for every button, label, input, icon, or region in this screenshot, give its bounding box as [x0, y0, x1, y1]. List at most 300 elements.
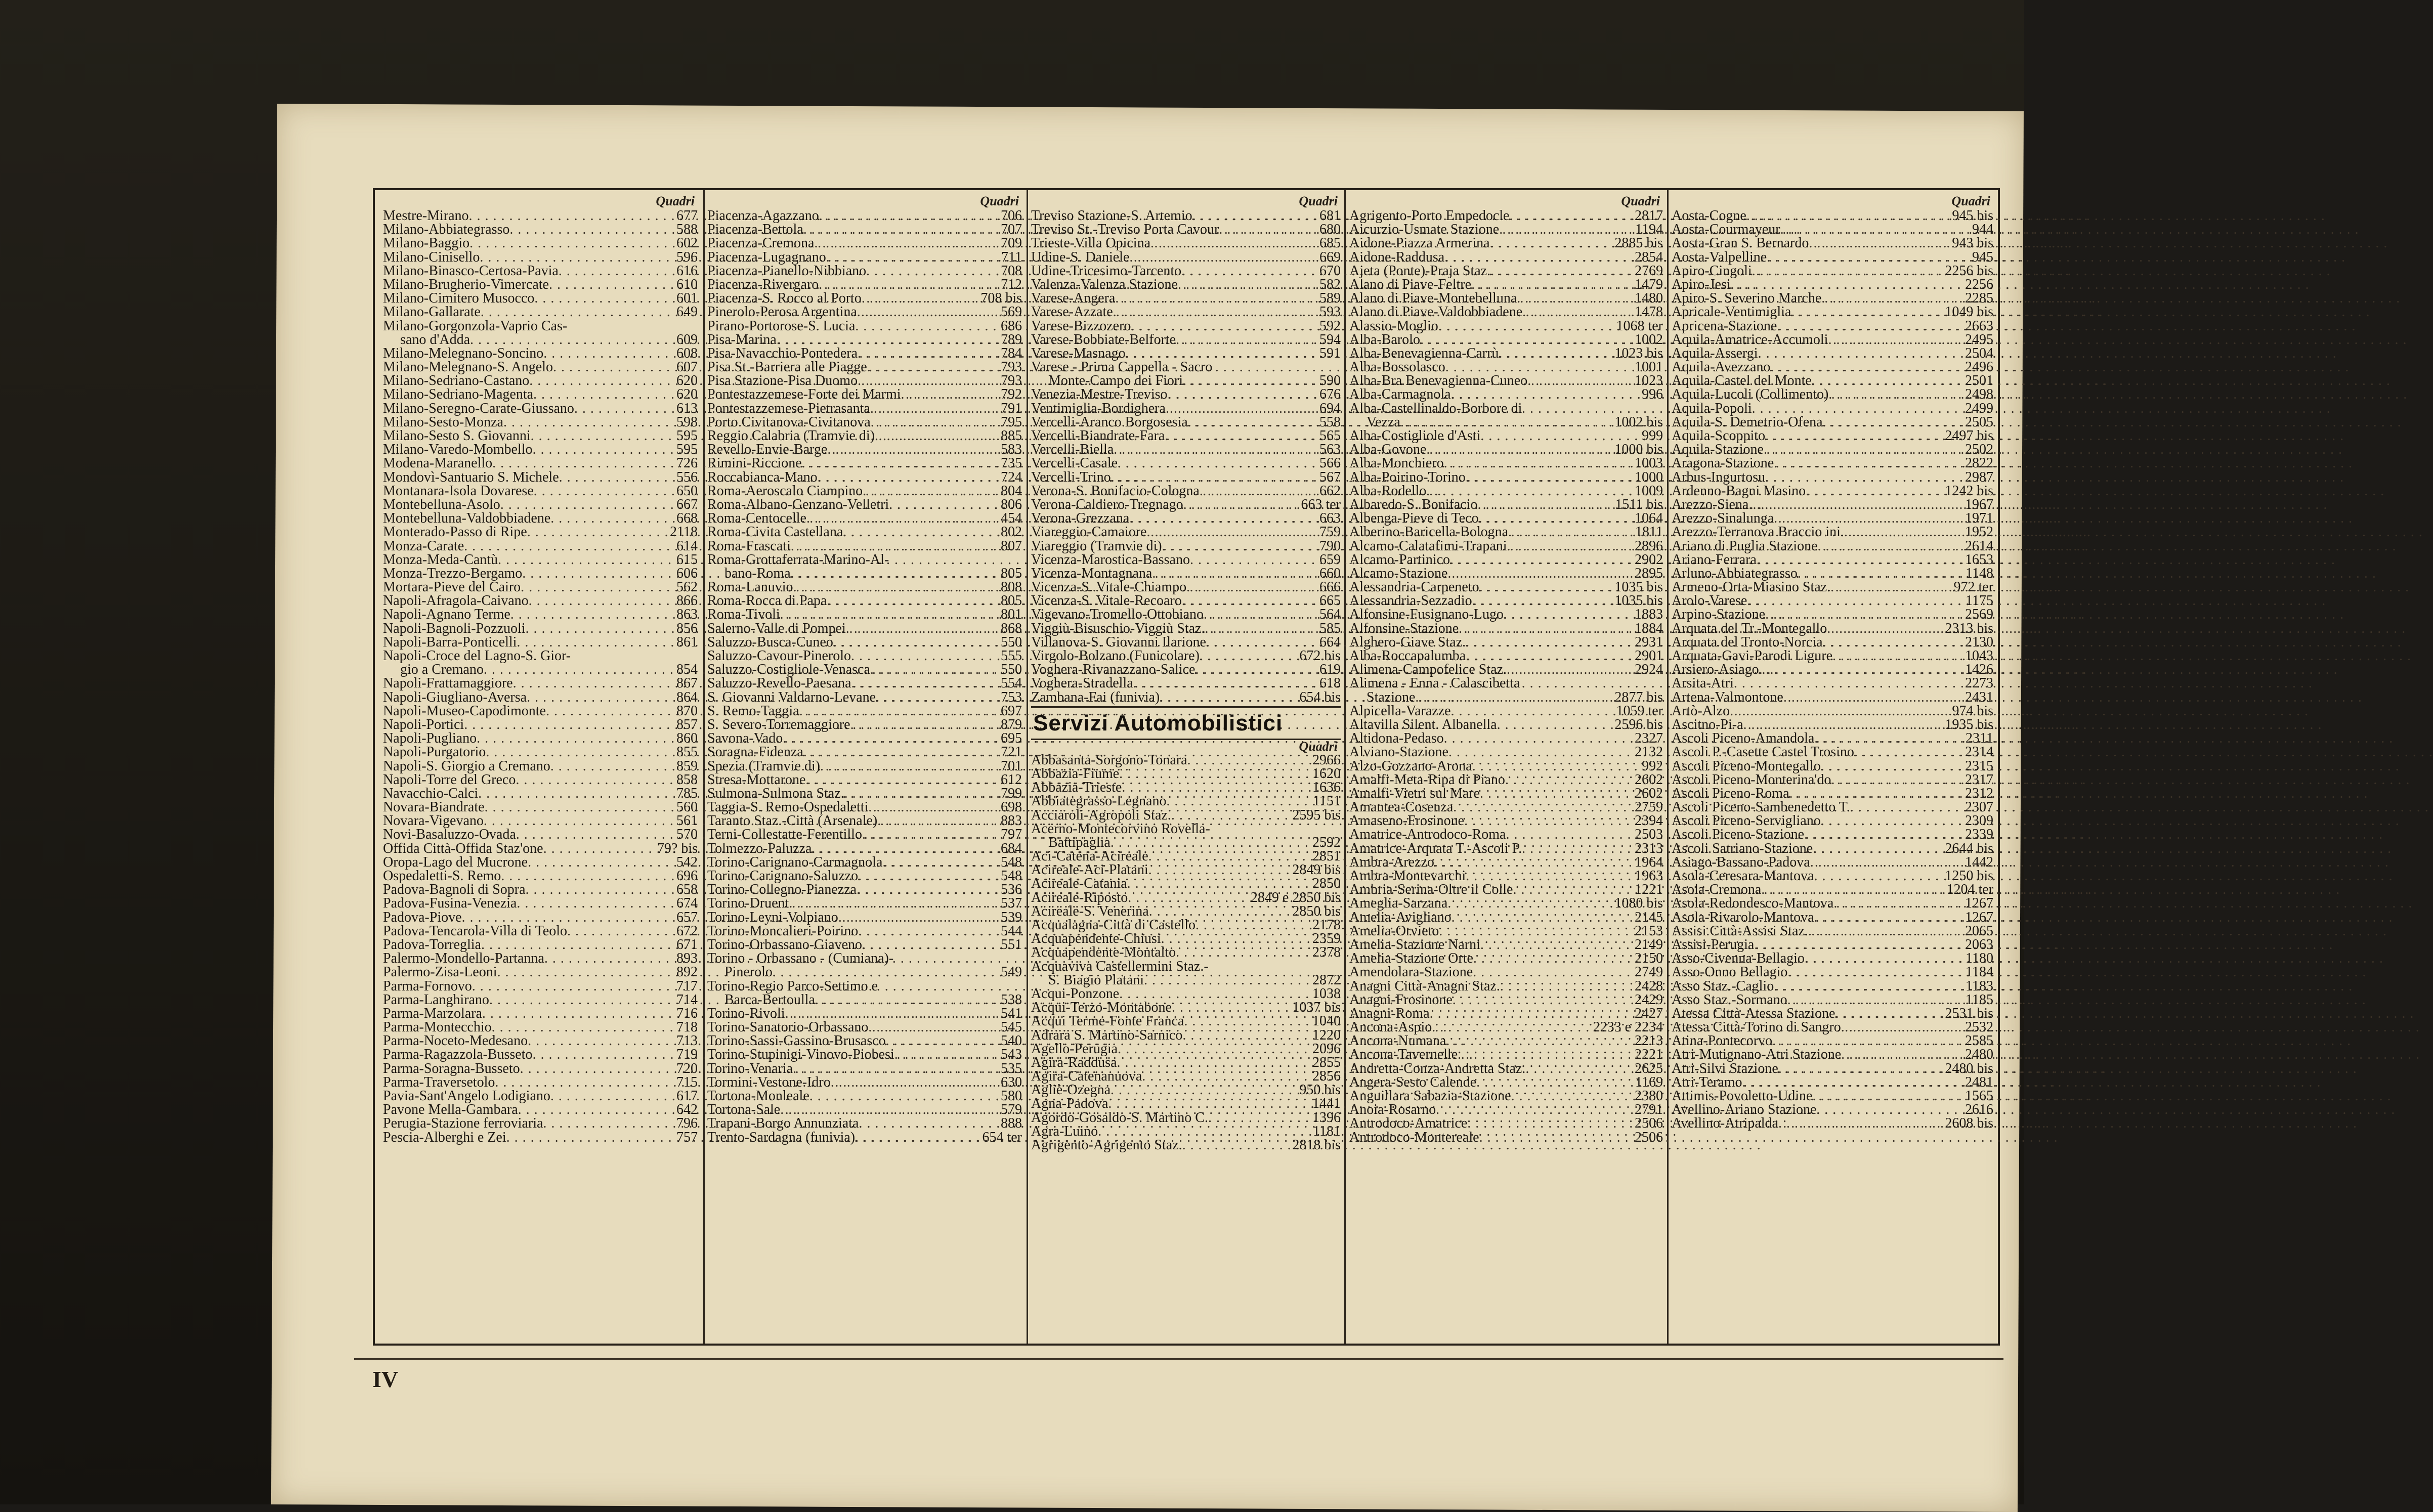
entry-route: Atri-Silvi Stazione [1672, 1060, 1778, 1076]
index-entry [1349, 608, 1663, 621]
index-entry [707, 443, 1022, 456]
index-entry [383, 869, 698, 883]
entry-table-number: 2769 [1635, 263, 1663, 279]
dot-leader [799, 704, 999, 718]
entry-route: Assisi-Perugia [1672, 936, 1755, 953]
entry-route: Monza-Carate [383, 538, 464, 554]
index-entry [1672, 387, 1993, 401]
entry-table-number: 1181 [1313, 1123, 1341, 1139]
entry-table-number: 589 [1319, 290, 1341, 307]
index-entry [707, 580, 1022, 594]
dot-leader [1854, 745, 1963, 759]
dot-leader [1150, 236, 1317, 250]
dot-leader [1172, 1001, 1290, 1014]
entry-table-number: 1967 [1965, 496, 1993, 512]
index-entry [1031, 622, 1341, 635]
entry-table-number: 719 [676, 1047, 698, 1063]
index-entry [1031, 511, 1341, 525]
entry-route: Aquila-Stazione [1672, 442, 1764, 458]
dot-leader [851, 649, 999, 663]
entry-table-number: 2145 [1635, 909, 1663, 925]
entry-route: Parma-Noceto-Medesano [383, 1033, 528, 1049]
dot-leader [814, 236, 999, 250]
dot-leader [791, 567, 999, 580]
index-entry [1031, 767, 1341, 781]
dot-leader [1122, 781, 1310, 794]
entry-route: Asiago-Bassano-Padova [1672, 854, 1810, 870]
index-entry [707, 1007, 1022, 1020]
entry-table-number: 701 [1001, 758, 1022, 774]
entry-route: Torino-Moncalieri-Poirino [707, 923, 859, 939]
entry-table-number: 861 [676, 634, 698, 650]
index-entry [1672, 924, 1993, 938]
dot-leader [480, 250, 674, 264]
index-entry [1031, 264, 1341, 278]
entry-route: Aquila-Avezzano [1672, 359, 1771, 375]
entry-route: Acireale-Riposto [1031, 889, 1128, 905]
index-entry [1672, 1062, 1993, 1075]
dot-leader [1479, 580, 1613, 594]
entry-table-number: 658 [676, 882, 698, 898]
entry-table-number: 1964 [1635, 854, 1663, 870]
entry-route: Napoli-Museo-Capodimonte [383, 703, 546, 719]
dot-leader [1761, 883, 1944, 896]
dot-leader [1791, 305, 1943, 319]
index-entry [1031, 580, 1341, 594]
index-entry [1349, 896, 1663, 910]
entry-route: Tolmezzo-Paluzza [707, 840, 812, 856]
entry-table-number: 863 [676, 607, 698, 623]
dot-leader [867, 360, 999, 374]
index-entry [707, 484, 1022, 498]
index-entry [383, 745, 698, 759]
dot-leader [1814, 731, 1964, 745]
index-entry [383, 1048, 698, 1061]
entry-table-number: 539 [1001, 909, 1022, 925]
index-entry [1349, 663, 1663, 676]
entry-route: Avellino-Atripalda [1672, 1115, 1778, 1132]
entry-route: Asso-Onno Bellagio [1672, 964, 1788, 980]
index-entry [1349, 305, 1663, 319]
index-entry [383, 993, 698, 1007]
entry-route: Ambra-Arezzo [1349, 854, 1434, 870]
entry-route: Agira-Raddusa [1031, 1054, 1117, 1070]
entry-table-number: 620 [676, 373, 698, 389]
index-entry [707, 236, 1022, 250]
dot-leader [1166, 794, 1311, 808]
dot-leader [1774, 979, 1964, 993]
entry-table-number: 694 [1319, 400, 1341, 416]
entry-table-number: 1023 [1635, 373, 1663, 389]
entry-table-number: 793 [1001, 373, 1022, 389]
entry-route: Montebelluna-Asolo [383, 496, 500, 512]
entry-continuation [707, 993, 1022, 1007]
entry-table-number: 674 [676, 895, 698, 912]
entry-route: Battipaglia [1048, 834, 1111, 850]
entry-table-number: 879 [1001, 716, 1022, 732]
dot-leader [1466, 649, 1633, 663]
entry-table-number: 2499 [1965, 400, 1993, 416]
entry-table-number: 2096 [1312, 1041, 1341, 1057]
entry-table-number: 1180 [1966, 951, 1993, 967]
entry-table-number: 550 [1001, 662, 1022, 678]
entry-route: Atessa Città-Atessa Stazione [1672, 1005, 1836, 1021]
entry-table-number: 1064 [1635, 510, 1663, 527]
index-entry [707, 814, 1022, 828]
index-entry [1672, 456, 1993, 470]
entry-route: Milano-Cimitero Musocco [383, 290, 535, 307]
dot-leader [1812, 374, 1963, 387]
dot-leader [1499, 223, 1633, 236]
dot-leader [1129, 250, 1317, 264]
dot-leader [1780, 223, 1970, 236]
entry-table-number: 714 [676, 991, 698, 1008]
entry-table-number: 1204 ter [1946, 882, 1993, 898]
index-entry [707, 1048, 1022, 1061]
entry-route: Parma-Montecchio [383, 1019, 492, 1035]
entry-route: Asola-Ceresara-Mantova [1672, 868, 1814, 884]
entry-table-number: 551 [1001, 936, 1022, 953]
entry-table-number: 2849 bis [1292, 862, 1341, 878]
dot-leader [783, 731, 999, 745]
dot-leader [550, 1089, 674, 1103]
entry-route: Ascoli Piceno-Amandola [1672, 730, 1815, 747]
entry-table-number: 541 [1001, 1005, 1022, 1021]
entry-table-number: 650 [676, 483, 698, 499]
index-entry [707, 1103, 1022, 1116]
entry-table-number: 2309 [1965, 813, 1993, 829]
entry-table-number: 672 [676, 923, 698, 939]
entry-route: Pescia-Alberghi e Zei [383, 1129, 506, 1145]
dot-leader [1444, 250, 1633, 264]
entry-table-number: 662 [1319, 483, 1341, 499]
dot-leader [1204, 608, 1317, 621]
entry-table-number: 859 [676, 758, 698, 774]
dot-leader [1497, 718, 1613, 731]
entry-table-number: 796 [676, 1115, 698, 1132]
index-entry [1672, 745, 1993, 759]
entry-table-number: 2497 bis [1945, 428, 1993, 444]
entry-route: Aquila-Amatrice-Accumoli [1672, 331, 1828, 348]
entry-route: Piacenza-Pianello-Nibbiano [707, 263, 867, 279]
dot-leader [1777, 319, 1963, 333]
index-entry [707, 594, 1022, 608]
dot-leader [1850, 800, 1963, 814]
entry-route: Soragna-Fidenza [707, 744, 803, 760]
entry-table-number: 663 [1319, 510, 1341, 527]
entry-table-number: 620 [676, 386, 698, 403]
dot-leader [509, 223, 674, 236]
index-entry [1349, 567, 1663, 580]
entry-list [383, 209, 698, 1144]
index-entry [707, 924, 1022, 938]
entry-route: Torino-Leyni-Volpiano [707, 909, 838, 925]
index-entry [1672, 264, 1993, 278]
entry-table-number: 974 bis [1952, 703, 1993, 719]
index-entry [383, 374, 698, 387]
entry-route: Navacchio-Calci [383, 785, 479, 801]
entry-table-number: 540 [1001, 1033, 1022, 1049]
index-entry [383, 979, 698, 993]
index-entry [1031, 960, 1341, 973]
dot-leader [1525, 1062, 1633, 1075]
dot-leader [863, 484, 999, 498]
index-entry [707, 1131, 1022, 1144]
index-entry [1349, 1116, 1663, 1130]
entry-route: bano-Roma [724, 565, 791, 581]
entry-route: Saluzzo-Busca-Cuneo [707, 634, 833, 650]
entry-route: Trapani-Borgo Annunziata [707, 1115, 859, 1132]
entry-table-number: 2663 [1965, 318, 1993, 334]
entry-route: Aquila-Popoli [1672, 400, 1752, 416]
dot-leader [534, 484, 674, 498]
index-entry [1031, 387, 1341, 401]
entry-route: Savona-Vado [707, 730, 783, 747]
dot-leader [1098, 1125, 1311, 1138]
entry-table-number: 860 [676, 730, 698, 747]
entry-table-number: 612 [1001, 771, 1022, 788]
index-entry [1349, 828, 1663, 841]
entry-route: Villanova-S. Giovanni Ilarione [1031, 634, 1206, 650]
entry-route: Torino-Carignano-Carmagnola [707, 854, 883, 870]
entry-route: Apricena-Stazione [1672, 318, 1777, 334]
entry-table-number: 642 [676, 1102, 698, 1118]
entry-table-number: 972 ter [1953, 579, 1993, 595]
entry-route: Aidone-Piazza Armerina [1349, 235, 1490, 251]
dot-leader [1787, 965, 1964, 979]
entry-route: Acireale-Aci-Platani [1031, 862, 1148, 878]
entry-table-number: 566 [1319, 455, 1341, 471]
entry-route: Abbazia-Fiume [1031, 765, 1120, 782]
dot-leader [481, 305, 674, 319]
dot-leader [559, 470, 674, 484]
dot-leader [510, 608, 674, 621]
index-entry [1349, 209, 1663, 223]
index-entry [1672, 511, 1993, 525]
dot-leader [789, 896, 999, 910]
dot-leader [529, 594, 674, 608]
entry-table-number: 1000 bis [1614, 442, 1663, 458]
entry-table-number: 554 [1001, 675, 1022, 692]
dot-leader [1767, 250, 1970, 264]
index-entry [383, 1089, 698, 1103]
entry-table-number: 609 [676, 331, 698, 348]
entry-table-number: 676 [1319, 386, 1341, 403]
entry-route: Perugia-Stazione ferroviaria [383, 1115, 543, 1132]
entry-table-number: 2585 [1965, 1033, 1993, 1049]
entry-table-number: 944 [1972, 222, 1993, 238]
entry-route: Aicurzio-Usmate Stazione [1349, 222, 1500, 238]
dot-leader [1459, 622, 1633, 635]
index-entry [383, 731, 698, 745]
dot-leader [527, 690, 674, 704]
entry-table-number: 1148 [1966, 565, 1993, 581]
index-entry [383, 924, 698, 938]
entry-route: Alimena-Campofelice Staz. [1349, 662, 1507, 678]
entry-route: Udine-Tricesimo-Tarcento [1031, 263, 1182, 279]
dot-leader [1133, 676, 1317, 690]
entry-route: Voghera-Stradella [1031, 675, 1133, 692]
entry-route: Palermo-Mondello-Partanna [383, 951, 544, 967]
entry-table-number: 588 [676, 222, 698, 238]
dot-leader [826, 250, 999, 264]
entry-route: Milano-Varedo-Mombello [383, 442, 533, 458]
dot-leader [574, 402, 674, 415]
dot-leader [1507, 663, 1633, 676]
dot-leader [1438, 319, 1614, 333]
entry-route: Aragona-Stazione [1672, 455, 1774, 471]
entry-route: Trieste-Villa Opicina [1031, 235, 1151, 251]
entry-route: Atessa Città-Torino di Sangro [1672, 1019, 1841, 1035]
index-entry [383, 443, 698, 456]
entry-table-number: 804 [1001, 483, 1022, 499]
dot-leader [1182, 1138, 1291, 1152]
dot-leader [858, 374, 999, 387]
entry-table-number: 543 [1001, 1047, 1022, 1063]
index-entry [1672, 896, 1993, 910]
dot-leader [1451, 704, 1614, 718]
entry-table-number: 864 [676, 689, 698, 705]
entry-route: Alpicella-Varazze [1349, 703, 1451, 719]
entry-continuation [707, 965, 1022, 979]
dot-leader [516, 773, 674, 787]
index-entry [1672, 759, 1993, 773]
entry-route: Altavilla Silent. Albanella [1349, 716, 1497, 732]
dot-leader [1808, 924, 1963, 938]
entry-route: Napoli-Afragola-Caivano [383, 593, 529, 609]
entry-route: Asso Staz.-Sormano [1672, 991, 1787, 1008]
dot-leader [862, 938, 999, 952]
entry-table-number: 735 [1001, 455, 1022, 471]
index-entry [1349, 539, 1663, 553]
index-entry [383, 718, 698, 731]
dot-leader [1183, 374, 1317, 387]
index-entry [1672, 704, 1993, 718]
index-entry [383, 965, 698, 979]
dot-leader [1479, 1131, 1633, 1144]
entry-continuation [383, 663, 698, 676]
index-entry [383, 250, 698, 264]
entry-route: Apiro-Cingoli [1672, 263, 1752, 279]
entry-table-number: 2504 [1965, 345, 1993, 361]
index-entry [1672, 649, 1993, 663]
entry-route: Mestre-Mirano [383, 208, 469, 224]
dot-leader [1823, 635, 1963, 649]
index-entry [1672, 814, 1993, 828]
entry-route: Ascoli Piceno-Sambenedetto T. [1672, 799, 1850, 815]
entry-table-number: 1194 [1635, 222, 1663, 238]
entry-table-number: 2312 [1965, 785, 1993, 801]
index-entry [1349, 883, 1663, 896]
entry-route: Alfonsine-Fusignano-Lugo [1349, 607, 1504, 623]
dot-leader [1506, 828, 1633, 841]
index-entry [1672, 1020, 1993, 1034]
dot-leader [806, 511, 999, 525]
dot-leader [1830, 580, 1951, 594]
entry-route: Alba-Bossolasco [1349, 359, 1445, 375]
entry-table-number: 2503 [1635, 827, 1663, 843]
index-entry [1672, 415, 1993, 429]
index-entry [383, 608, 698, 621]
index-entry [1031, 498, 1341, 511]
dot-leader [1504, 608, 1633, 621]
index-entry [1031, 608, 1341, 621]
entry-table-number: 2856 [1312, 1068, 1341, 1085]
dot-leader [567, 924, 674, 938]
index-entry [1349, 250, 1663, 264]
index-entry [707, 278, 1022, 291]
dot-leader [877, 814, 999, 828]
entry-table-number: 593 [1319, 304, 1341, 320]
dot-leader [1759, 663, 1963, 676]
index-entry [1349, 965, 1663, 979]
dot-leader [1430, 1007, 1633, 1020]
index-entry [383, 787, 698, 800]
dot-leader [464, 718, 674, 731]
dot-leader [506, 1131, 674, 1144]
entry-table-number: 558 [1319, 414, 1341, 430]
entry-table-number: 2872 [1312, 972, 1341, 988]
dot-leader [1787, 993, 1964, 1007]
entry-table-number: 715 [676, 1074, 698, 1090]
entry-table-number: 759 [1319, 524, 1341, 540]
index-entry [383, 525, 698, 539]
index-entry [383, 470, 698, 484]
entry-table-number: 585 [1319, 620, 1341, 636]
entry-table-number: 808 [1001, 579, 1022, 595]
index-entry [1349, 333, 1663, 347]
index-entry [707, 759, 1022, 773]
entry-table-number: 596 [676, 249, 698, 265]
dot-leader [780, 1103, 999, 1116]
dot-leader [1181, 264, 1317, 278]
index-entry [1672, 676, 1993, 690]
dot-leader [1844, 525, 1963, 539]
dot-leader [1809, 236, 1950, 250]
entry-table-number: 799 [1001, 785, 1022, 801]
dot-leader [1827, 622, 1943, 635]
entry-table-number: 2759 [1635, 799, 1663, 815]
entry-route: Viareggio (Tramvie di) [1031, 538, 1162, 554]
dot-leader [1452, 911, 1633, 924]
entry-route: Alessandria-Carpeneto [1349, 579, 1479, 595]
index-entry [1672, 498, 1993, 511]
entry-route: Avellino-Ariano Stazione [1672, 1102, 1817, 1118]
dot-leader [1812, 1089, 1963, 1103]
entry-route: Vezza [1367, 414, 1400, 430]
dot-leader [1816, 1103, 1963, 1116]
dot-leader [855, 1131, 980, 1144]
dot-leader [486, 745, 674, 759]
entry-route: Vicenza-S. Vitale-Recoaro [1031, 593, 1182, 609]
index-entry [707, 1075, 1022, 1089]
entry-route: Parma-Traversetolo [383, 1074, 495, 1090]
entry-route: Alcamo-Partinico [1349, 551, 1450, 568]
entry-route: Andretta-Conza-Andretta Staz. [1349, 1060, 1526, 1076]
entry-table-number: 696 [676, 868, 698, 884]
entry-table-number: 753 [1001, 689, 1022, 705]
index-entry [1672, 718, 1993, 731]
index-entry [1031, 863, 1341, 877]
entry-table-number: 613 [676, 400, 698, 416]
entry-route: Milano-Melegnano-S. Angelo [383, 359, 553, 375]
entry-route: Pisa-Marina [707, 331, 777, 348]
index-entry [1349, 1131, 1663, 1144]
dot-leader [1426, 484, 1633, 498]
entry-route: Torino-Venaria [707, 1060, 793, 1076]
entry-table-number: 885 [1001, 428, 1022, 444]
dot-leader [1127, 877, 1310, 890]
